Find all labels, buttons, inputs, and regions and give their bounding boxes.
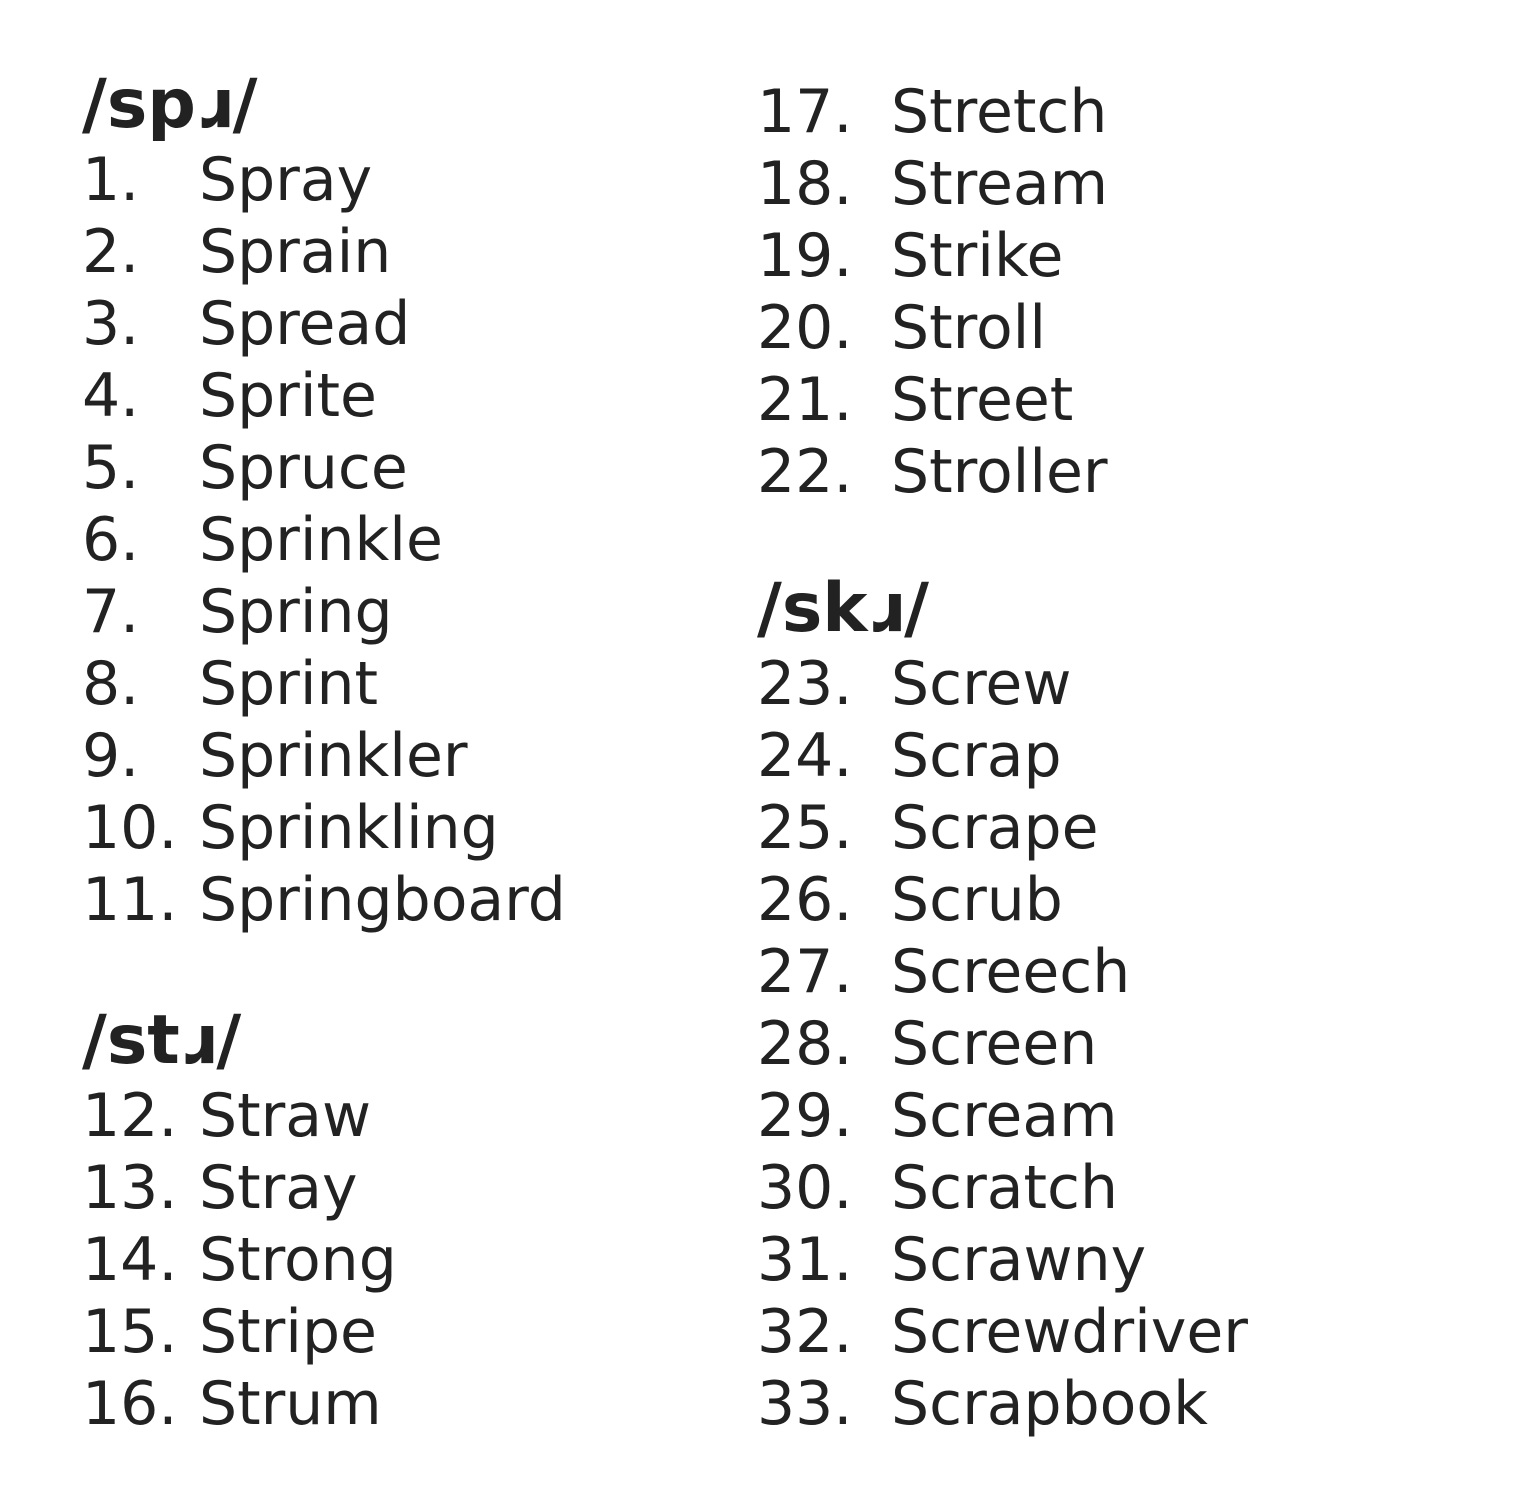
item-number: 16.	[82, 1369, 178, 1439]
item-number: 14.	[82, 1225, 178, 1295]
item-number: 31.	[757, 1225, 853, 1295]
section-str-continued	[757, 76, 1108, 508]
section-heading: /skɹ/	[757, 569, 929, 648]
item-word: Screwdriver	[891, 1297, 1248, 1367]
item-number: 10.	[82, 793, 178, 863]
item-number: 24.	[757, 721, 853, 791]
item-word: Stream	[891, 149, 1109, 219]
item-word: Scrape	[891, 793, 1099, 863]
item-number: 33.	[757, 1369, 853, 1439]
list-item	[757, 648, 1248, 720]
item-word: Strum	[199, 1369, 382, 1439]
list-item	[82, 288, 566, 360]
item-number: 19.	[757, 221, 853, 291]
list-item	[82, 1152, 397, 1224]
item-number: 20.	[757, 293, 853, 363]
list-item	[757, 220, 1108, 292]
item-number: 7.	[82, 577, 140, 647]
item-number: 9.	[82, 721, 140, 791]
list-item	[82, 216, 566, 288]
list-item	[82, 1368, 397, 1440]
item-word: Street	[891, 365, 1074, 435]
item-word: Scrub	[891, 865, 1063, 935]
list-item	[82, 1296, 397, 1368]
item-number: 11.	[82, 865, 178, 935]
item-number: 22.	[757, 437, 853, 507]
item-number: 15.	[82, 1297, 178, 1367]
list-item	[82, 864, 566, 936]
list-item	[82, 720, 566, 792]
list-item	[757, 1008, 1248, 1080]
section-heading: /stɹ/	[82, 1001, 242, 1080]
item-number: 13.	[82, 1153, 178, 1223]
item-number: 6.	[82, 505, 140, 575]
item-word: Screw	[891, 649, 1072, 719]
list-item	[82, 360, 566, 432]
item-word: Stripe	[199, 1297, 377, 1367]
list-item	[757, 720, 1248, 792]
section-heading: /spɹ/	[82, 65, 258, 144]
list-item	[757, 1152, 1248, 1224]
list-item	[82, 1080, 397, 1152]
item-word: Stretch	[891, 77, 1108, 147]
item-number: 17.	[757, 77, 853, 147]
list-item	[757, 1368, 1248, 1440]
list-item	[757, 76, 1108, 148]
section-str	[82, 1002, 397, 1440]
item-number: 3.	[82, 289, 140, 359]
item-word: Spring	[199, 577, 393, 647]
item-number: 26.	[757, 865, 853, 935]
item-word: Scrap	[891, 721, 1062, 791]
list-item	[82, 504, 566, 576]
item-number: 2.	[82, 217, 140, 287]
item-number: 28.	[757, 1009, 853, 1079]
list-item	[757, 1080, 1248, 1152]
list-item	[82, 144, 566, 216]
list-item	[82, 432, 566, 504]
list-item	[757, 292, 1108, 364]
item-number: 18.	[757, 149, 853, 219]
item-word: Stray	[199, 1153, 358, 1223]
list-item	[757, 148, 1108, 220]
item-word: Sprint	[199, 649, 379, 719]
item-number: 5.	[82, 433, 140, 503]
item-number: 8.	[82, 649, 140, 719]
item-number: 12.	[82, 1081, 178, 1151]
item-word: Screen	[891, 1009, 1098, 1079]
item-number: 29.	[757, 1081, 853, 1151]
item-word: Stroll	[891, 293, 1047, 363]
item-number: 4.	[82, 361, 140, 431]
item-number: 25.	[757, 793, 853, 863]
item-word: Stroller	[891, 437, 1108, 507]
item-word: Sprinkling	[199, 793, 499, 863]
item-number: 23.	[757, 649, 853, 719]
item-word: Sprain	[199, 217, 392, 287]
list-item	[82, 792, 566, 864]
list-item	[757, 1296, 1248, 1368]
list-item	[82, 1224, 397, 1296]
item-number: 21.	[757, 365, 853, 435]
list-item	[82, 576, 566, 648]
section-skr	[757, 570, 1248, 1440]
item-word: Strong	[199, 1225, 397, 1295]
item-word: Straw	[199, 1081, 372, 1151]
list-item	[757, 364, 1108, 436]
item-word: Spread	[199, 289, 411, 359]
item-number: 30.	[757, 1153, 853, 1223]
item-word: Spruce	[199, 433, 408, 503]
list-item	[757, 864, 1248, 936]
item-word: Sprite	[199, 361, 377, 431]
item-number: 27.	[757, 937, 853, 1007]
item-word: Sprinkler	[199, 721, 468, 791]
item-word: Sprinkle	[199, 505, 443, 575]
list-item	[757, 792, 1248, 864]
item-word: Scratch	[891, 1153, 1119, 1223]
item-word: Scrapbook	[891, 1369, 1208, 1439]
item-word: Springboard	[199, 865, 566, 935]
item-word: Scrawny	[891, 1225, 1147, 1295]
item-number: 32.	[757, 1297, 853, 1367]
item-word: Scream	[891, 1081, 1118, 1151]
list-item	[757, 936, 1248, 1008]
list-item	[757, 1224, 1248, 1296]
list-item	[82, 648, 566, 720]
section-spr	[82, 66, 566, 936]
item-word: Screech	[891, 937, 1131, 1007]
item-number: 1.	[82, 145, 140, 215]
list-item	[757, 436, 1108, 508]
item-word: Strike	[891, 221, 1064, 291]
item-word: Spray	[199, 145, 373, 215]
